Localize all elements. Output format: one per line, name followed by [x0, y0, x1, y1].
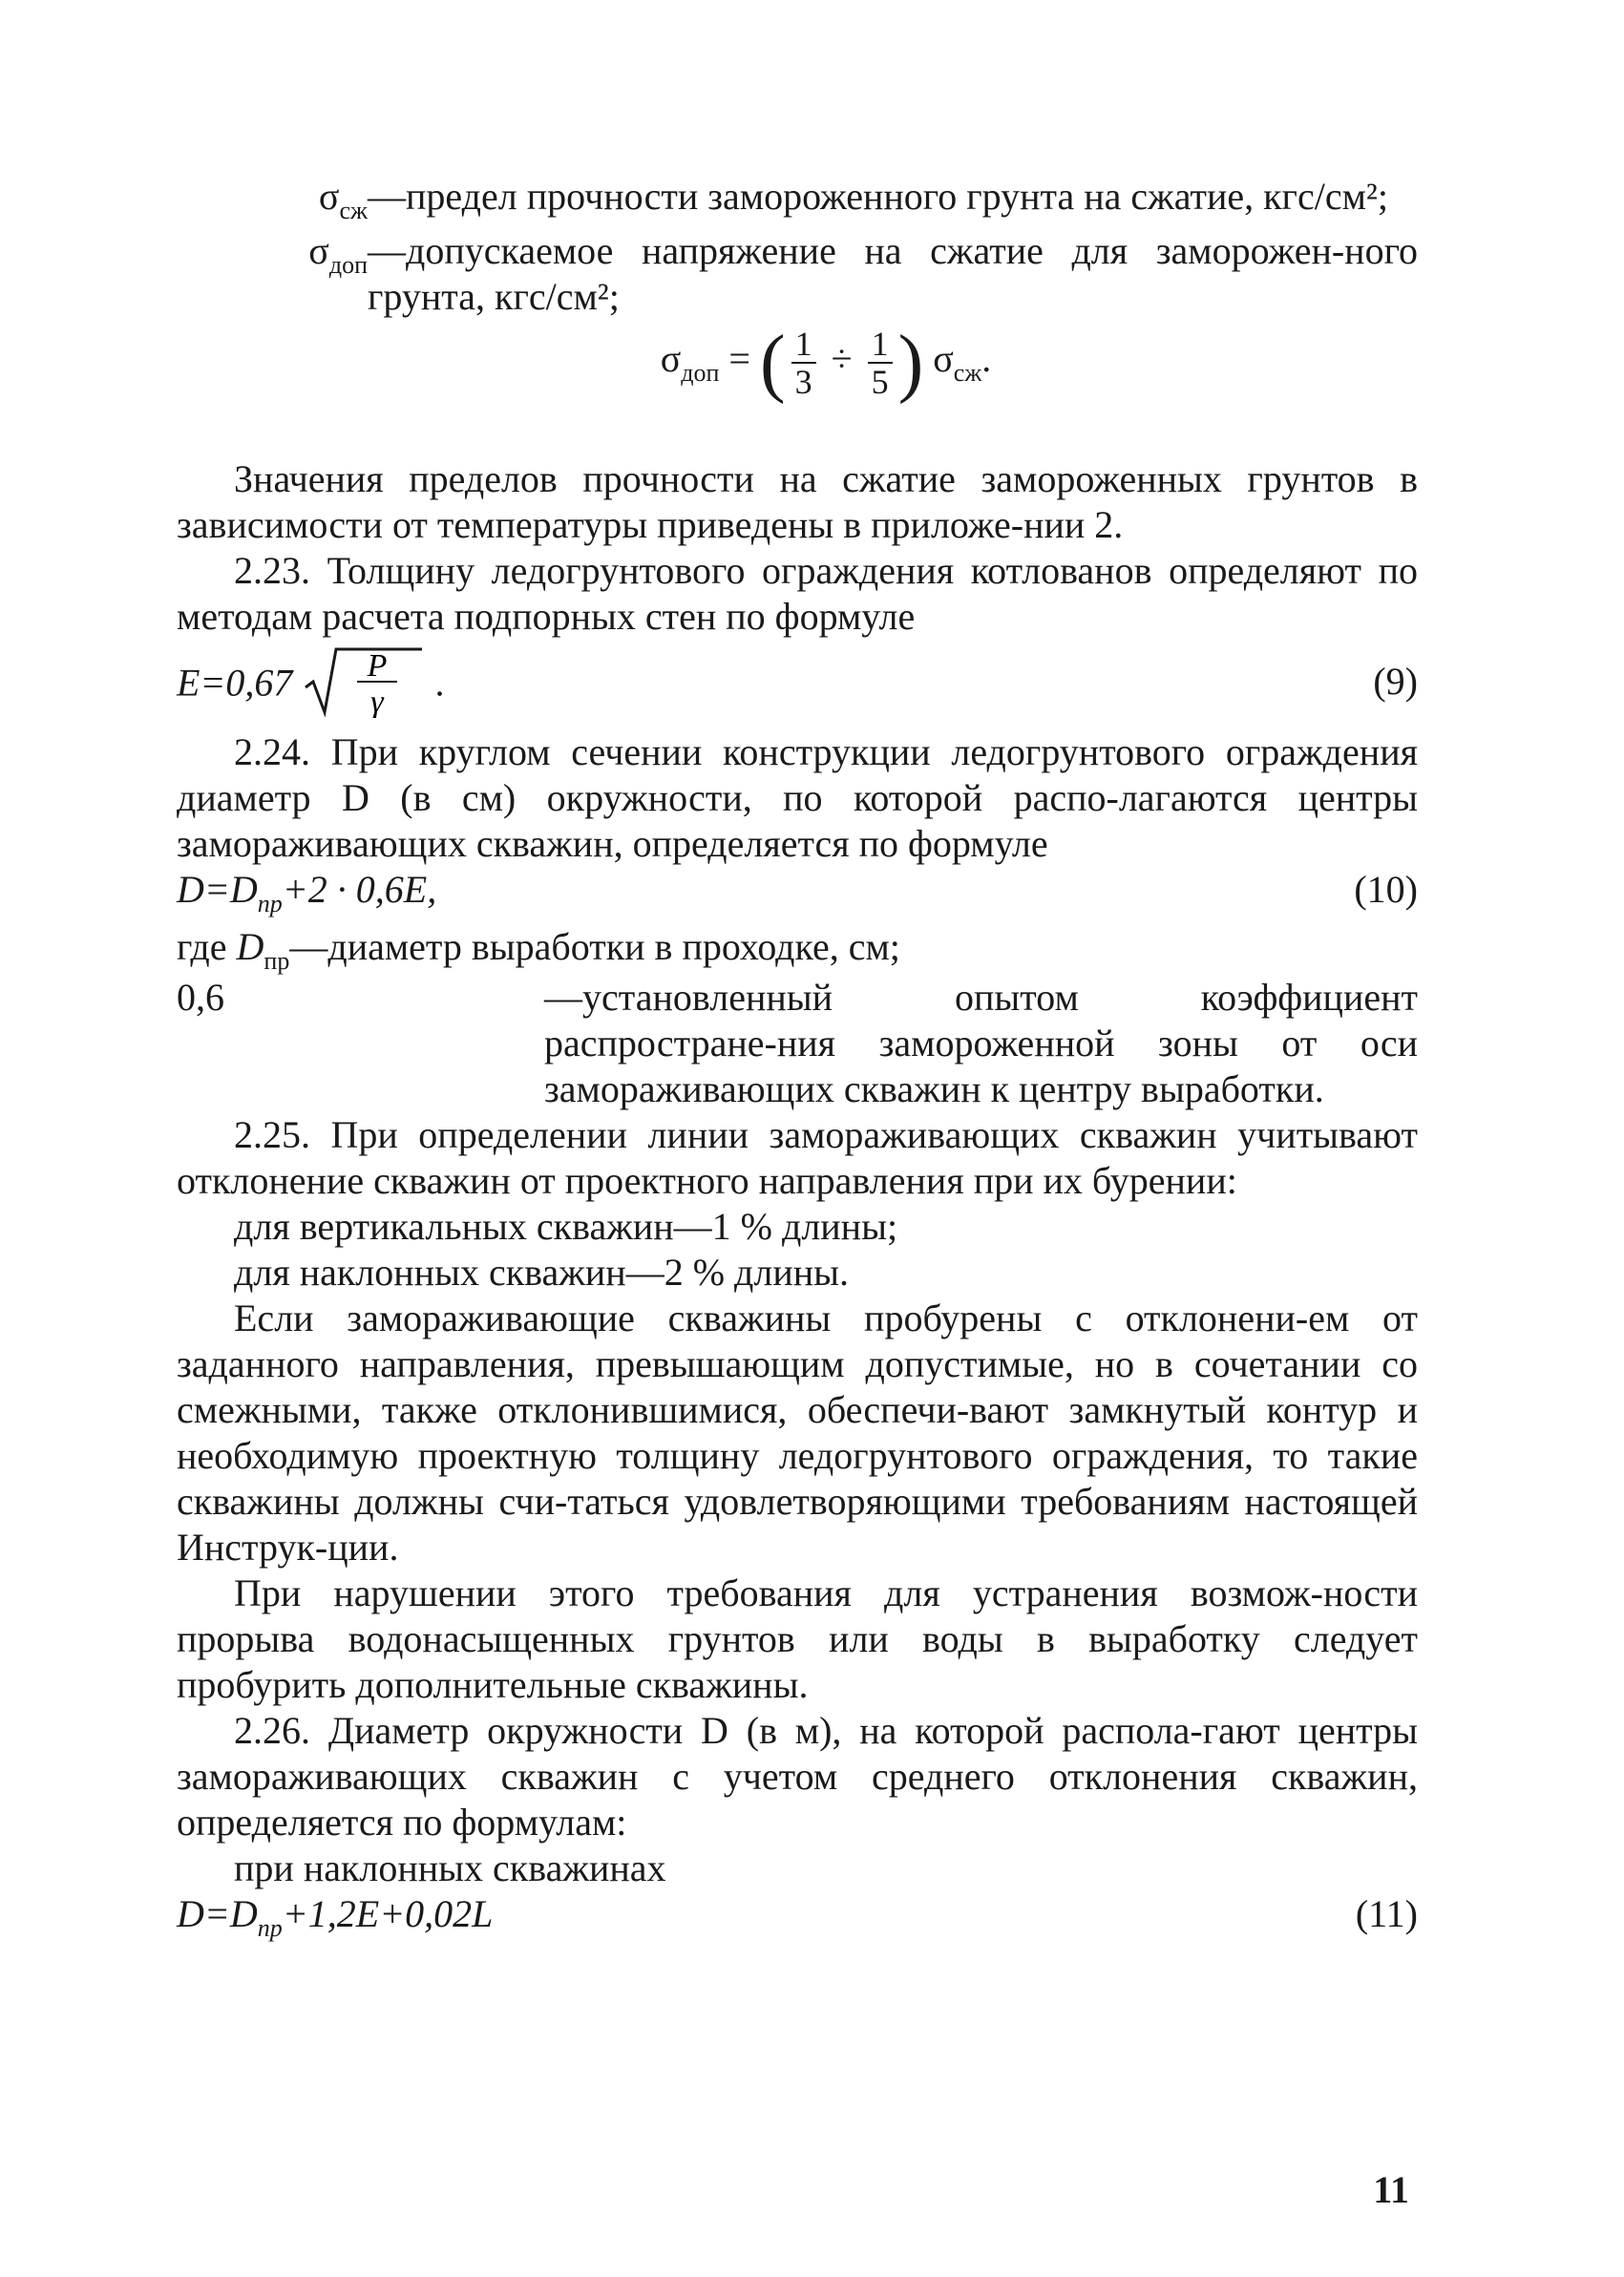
paragraph-2-23: 2.23. Толщину ледогрунтового ограждения котлованов определяют по методам расчета подпорных стен по формуле	[177, 549, 1418, 638]
list-item: при наклонных скважинах	[234, 1846, 666, 1889]
list-item: для вертикальных скважин—1 % длины;	[234, 1205, 898, 1248]
page-number: 11	[1373, 2168, 1409, 2211]
symbol-definitions	[234, 174, 1418, 405]
paragraph: При нарушении этого требования для устранения возмож-ности прорыва водонасыщенных грунтов или воды в выработку следует пробурить дополнительные скважины.	[177, 1571, 1418, 1706]
definition-sigma-dop: $\sigma_{доп}$ —допускаемое напряжение на сжатие для заморожен-ного грунта, кгс/см²;	[308, 229, 1418, 318]
paragraph: Если замораживающие скважины пробурены с отклонени-ем от заданного направления, превышающим допустимые, но в сочетании со смежными, также отклонившимися, обеспечи-вают замкнутый контур и необходимую проектную толщину ледогрунтового ограждения, то такие скважины должны счи-таться удовлетворяющими требованиям настоящей Инструк-ции.	[177, 1297, 1418, 1569]
definition-text: —допускаемое напряжение на сжатие для заморожен-ного грунта, кгс/см²;	[368, 229, 1418, 318]
main-text	[177, 456, 1418, 1949]
paragraph-2-26: 2.26. Диаметр окружности D (в м), на которой распола-гают центры замораживающих скважин с учетом среднего отклонения скважин, определяется по формулам:	[177, 1709, 1418, 1844]
equation-number: (11)	[1355, 1892, 1418, 1935]
definition-text: —предел прочности замороженного грунта на сжатие, кгс/см²;	[368, 175, 1388, 218]
equation-11: $D=D_{пр}+1,2E+0,02L$ (11)	[177, 1892, 1418, 1942]
where-coefficient: 0,6 —установленный опытом коэффициент распростране-ния замороженной зоны от оси замораживающих скважин к центру выработки.	[177, 976, 1418, 1110]
svg-text:γ: γ	[370, 685, 385, 718]
where-dpr: где $D_{пр}—диаметр$ выработки в проходке, см;	[177, 925, 900, 975]
list-item: для наклонных скважин—2 % длины.	[234, 1251, 850, 1294]
formula-sigma-dop: $\sigma_{доп}$ = ( $\frac{1}{3}$ ÷ $\frac{1}{5}$ ) $\sigma_{сж}$.	[660, 321, 992, 405]
equation-10: $D=D_{пр}+2 \cdot 0,6E$, (10)	[177, 868, 1418, 917]
equation-number: (10)	[1354, 868, 1418, 911]
equation-number: (9)	[1373, 660, 1418, 703]
fraction: $\frac{1}{3}$	[791, 326, 816, 400]
paragraph: Значения пределов прочности на сжатие замороженных грунтов в зависимости от температуры приведены в приложе-нии 2.	[177, 457, 1418, 546]
equation-9: E=0,67 P γ . (9)	[177, 645, 1418, 720]
svg-text:P: P	[368, 648, 388, 684]
fraction: $\frac{1}{5}$	[868, 326, 893, 400]
paragraph-2-25: 2.25. При определении линии замораживающих скважин учитывают отклонение скважин от проектного направления при их бурении:	[177, 1113, 1418, 1202]
square-root-icon	[302, 645, 426, 728]
paragraph-2-24: 2.24. При круглом сечении конструкции ледогрунтового ограждения диаметр D (в см) окружности, по которой распо-лагаются центры замораживающих скважин, определяется по формуле	[177, 730, 1418, 865]
definition-sigma-szh: $\sigma_{сж}$ —предел прочности замороженного грунта на сжатие, кгс/см²;	[234, 174, 1418, 224]
